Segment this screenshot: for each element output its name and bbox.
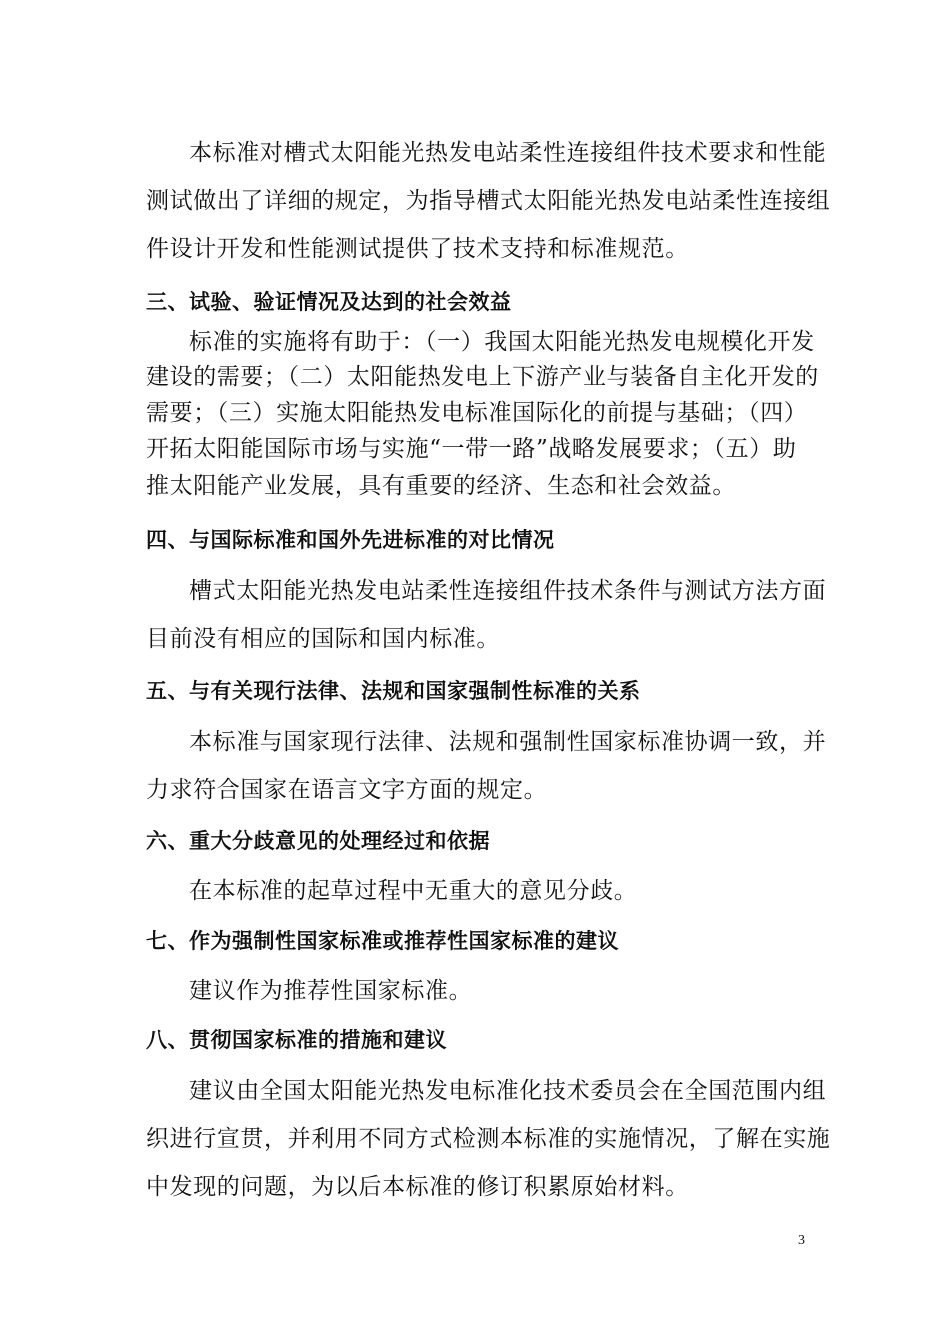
section-heading: 八、贯彻国家标准的措施和建议 [146, 1028, 447, 1052]
paragraph-line: 开拓太阳能国际市场与实施“一带一路”战略发展要求；（五）助 [146, 436, 797, 462]
section-heading: 三、试验、验证情况及达到的社会效益 [146, 290, 512, 314]
paragraph-line: 中发现的问题，为以后本标准的修订积累原始材料。 [146, 1174, 689, 1200]
section-heading: 七、作为强制性国家标准或推荐性国家标准的建议 [146, 929, 619, 953]
paragraph-line: 织进行宣贯，并利用不同方式检测本标准的实施情况，了解在实施 [146, 1126, 831, 1152]
section-heading: 六、重大分歧意见的处理经过和依据 [146, 829, 490, 853]
paragraph-line: 建设的需要；（二）太阳能热发电上下游产业与装备自主化开发的 [146, 364, 819, 390]
page-number: 3 [798, 1233, 805, 1248]
paragraph-line: 力求符合国家在语言文字方面的规定。 [146, 777, 548, 803]
paragraph-line: 推太阳能产业发展，具有重要的经济、生态和社会效益。 [146, 473, 736, 499]
section-heading: 四、与国际标准和国外先进标准的对比情况 [146, 528, 555, 552]
paragraph-line: 建议作为推荐性国家标准。 [189, 978, 473, 1004]
paragraph-line: 件设计开发和性能测试提供了技术支持和标准规范。 [146, 236, 689, 262]
section-heading: 五、与有关现行法律、法规和国家强制性标准的关系 [146, 679, 641, 703]
paragraph-line: 需要；（三）实施太阳能热发电标准国际化的前提与基础；（四） [146, 400, 808, 426]
paragraph-line: 槽式太阳能光热发电站柔性连接组件技术条件与测试方法方面 [189, 578, 827, 604]
paragraph-line: 本标准与国家现行法律、法规和强制性国家标准协调一致，并 [189, 729, 827, 755]
paragraph-line: 目前没有相应的国际和国内标准。 [146, 626, 500, 652]
paragraph-line: 建议由全国太阳能光热发电标准化技术委员会在全国范围内组 [189, 1078, 827, 1104]
paragraph-line: 本标准对槽式太阳能光热发电站柔性连接组件技术要求和性能 [189, 140, 827, 166]
paragraph-line: 标准的实施将有助于：（一）我国太阳能光热发电规模化开发 [189, 329, 815, 355]
paragraph-line: 在本标准的起草过程中无重大的意见分歧。 [189, 878, 638, 904]
paragraph-line: 测试做出了详细的规定，为指导槽式太阳能光热发电站柔性连接组 [146, 188, 831, 214]
